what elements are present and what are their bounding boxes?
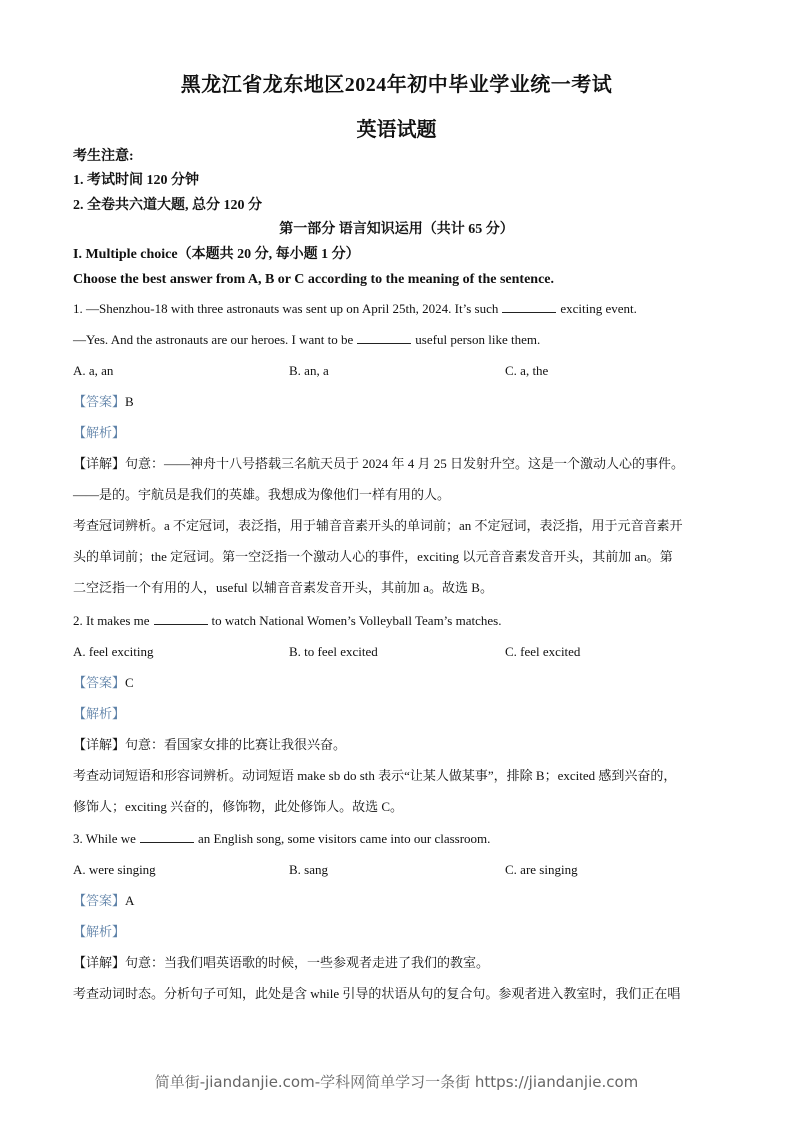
answer-blank bbox=[502, 301, 556, 313]
stem-text: exciting event. bbox=[560, 301, 637, 316]
answer-label: 【答案】 bbox=[73, 675, 126, 690]
question-1-stem bbox=[73, 301, 637, 317]
detail-line: 修饰人；exciting 兴奋的，修饰物，此处修饰人。故选 C。 bbox=[73, 799, 404, 814]
option-a: A. a, an bbox=[73, 363, 114, 378]
analysis-label: 【解析】 bbox=[73, 425, 126, 440]
detail-text: 句意：看国家女排的比赛让我很兴奋。 bbox=[125, 737, 347, 752]
detail-line: 考查动词时态。分析句子可知，此处是含 while 引导的状语从句的复合句。参观者进入教室时，我们正在唱 bbox=[73, 986, 681, 1001]
exam-subtitle: 英语试题 bbox=[356, 119, 437, 141]
option-a: A. feel exciting bbox=[73, 644, 154, 659]
answer-blank bbox=[357, 332, 411, 344]
question-3-stem bbox=[73, 831, 490, 847]
notice-item-time: 1. 考试时间 120 分钟 bbox=[73, 173, 199, 188]
analysis-label: 【解析】 bbox=[73, 706, 126, 721]
stem-text: useful person like them. bbox=[415, 332, 541, 347]
answer-line bbox=[73, 893, 134, 909]
detail-label: 【详解】 bbox=[73, 456, 126, 471]
part-title: 第一部分 语言知识运用（共计 65 分） bbox=[279, 222, 514, 237]
option-a: A. were singing bbox=[73, 862, 156, 877]
detail-line: 二空泛指一个有用的人，useful 以辅音音素发音开头，其前加 a。故选 B。 bbox=[73, 580, 493, 595]
stem-text: an English song, some visitors came into our classroom. bbox=[197, 831, 491, 846]
notice-item-score: 2. 全卷共六道大题, 总分 120 分 bbox=[73, 198, 262, 213]
detail-text: 句意：当我们唱英语歌的时候，一些参观者走进了我们的教室。 bbox=[125, 955, 490, 970]
option-c: C. a, the bbox=[505, 363, 549, 378]
answer-line bbox=[73, 675, 134, 691]
detail-line bbox=[73, 737, 346, 753]
answer-blank bbox=[154, 613, 208, 625]
detail-line: ——是的。宇航员是我们的英雄。我想成为像他们一样有用的人。 bbox=[73, 487, 451, 502]
answer-value: B bbox=[125, 394, 134, 409]
answer-value: A bbox=[125, 893, 135, 908]
section-title: I. Multiple choice（本题共 20 分, 每小题 1 分） bbox=[73, 247, 360, 262]
stem-text: 2. It makes me bbox=[73, 613, 150, 628]
detail-line bbox=[73, 456, 684, 472]
stem-text: 1. —Shenzhou-18 with three astronauts was sent up on April 25th, 2024. It’s such bbox=[73, 301, 499, 316]
answer-line bbox=[73, 394, 134, 410]
detail-line: 考查冠词辨析。a 不定冠词，表泛指，用于辅音音素开头的单词前；an 不定冠词，表泛指，用于元音音素开 bbox=[73, 518, 683, 533]
footer-watermark: 简单街-jiandanjie.com-学科网简单学习一条街 https://jiandanjie.com bbox=[154, 1073, 639, 1091]
stem-text: 3. While we bbox=[73, 831, 136, 846]
option-c: C. feel excited bbox=[505, 644, 581, 659]
notice-heading: 考生注意: bbox=[73, 149, 134, 164]
option-b: B. to feel excited bbox=[289, 644, 378, 659]
detail-label: 【详解】 bbox=[73, 737, 126, 752]
stem-text: to watch National Women’s Volleyball Team’s matches. bbox=[211, 613, 502, 628]
option-c: C. are singing bbox=[505, 862, 578, 877]
section-instruction: Choose the best answer from A, B or C according to the meaning of the sentence. bbox=[73, 272, 555, 287]
option-b: B. an, a bbox=[289, 363, 329, 378]
analysis-label: 【解析】 bbox=[73, 924, 126, 939]
detail-line: 头的单词前；the 定冠词。第一空泛指一个激动人心的事件，exciting 以元音音素发音开头，其前加 an。第 bbox=[73, 549, 673, 564]
stem-text: —Yes. And the astronauts are our heroes. I want to be bbox=[73, 332, 354, 347]
answer-blank bbox=[140, 831, 194, 843]
detail-line bbox=[73, 955, 489, 971]
answer-label: 【答案】 bbox=[73, 394, 126, 409]
exam-title: 黑龙江省龙东地区2024年初中毕业学业统一考试 bbox=[180, 74, 613, 96]
question-2-stem bbox=[73, 613, 501, 629]
answer-value: C bbox=[125, 675, 134, 690]
answer-label: 【答案】 bbox=[73, 893, 126, 908]
question-1-reply bbox=[73, 332, 540, 348]
detail-label: 【详解】 bbox=[73, 955, 126, 970]
option-b: B. sang bbox=[289, 862, 328, 877]
detail-line: 考查动词短语和形容词辨析。动词短语 make sb do sth 表示“让某人做某事”，排除 B；excited 感到兴奋的， bbox=[73, 768, 677, 783]
detail-text: 句意：——神舟十八号搭载三名航天员于 2024 年 4 月 25 日发射升空。这是一个激动人心的事件。 bbox=[125, 456, 685, 471]
